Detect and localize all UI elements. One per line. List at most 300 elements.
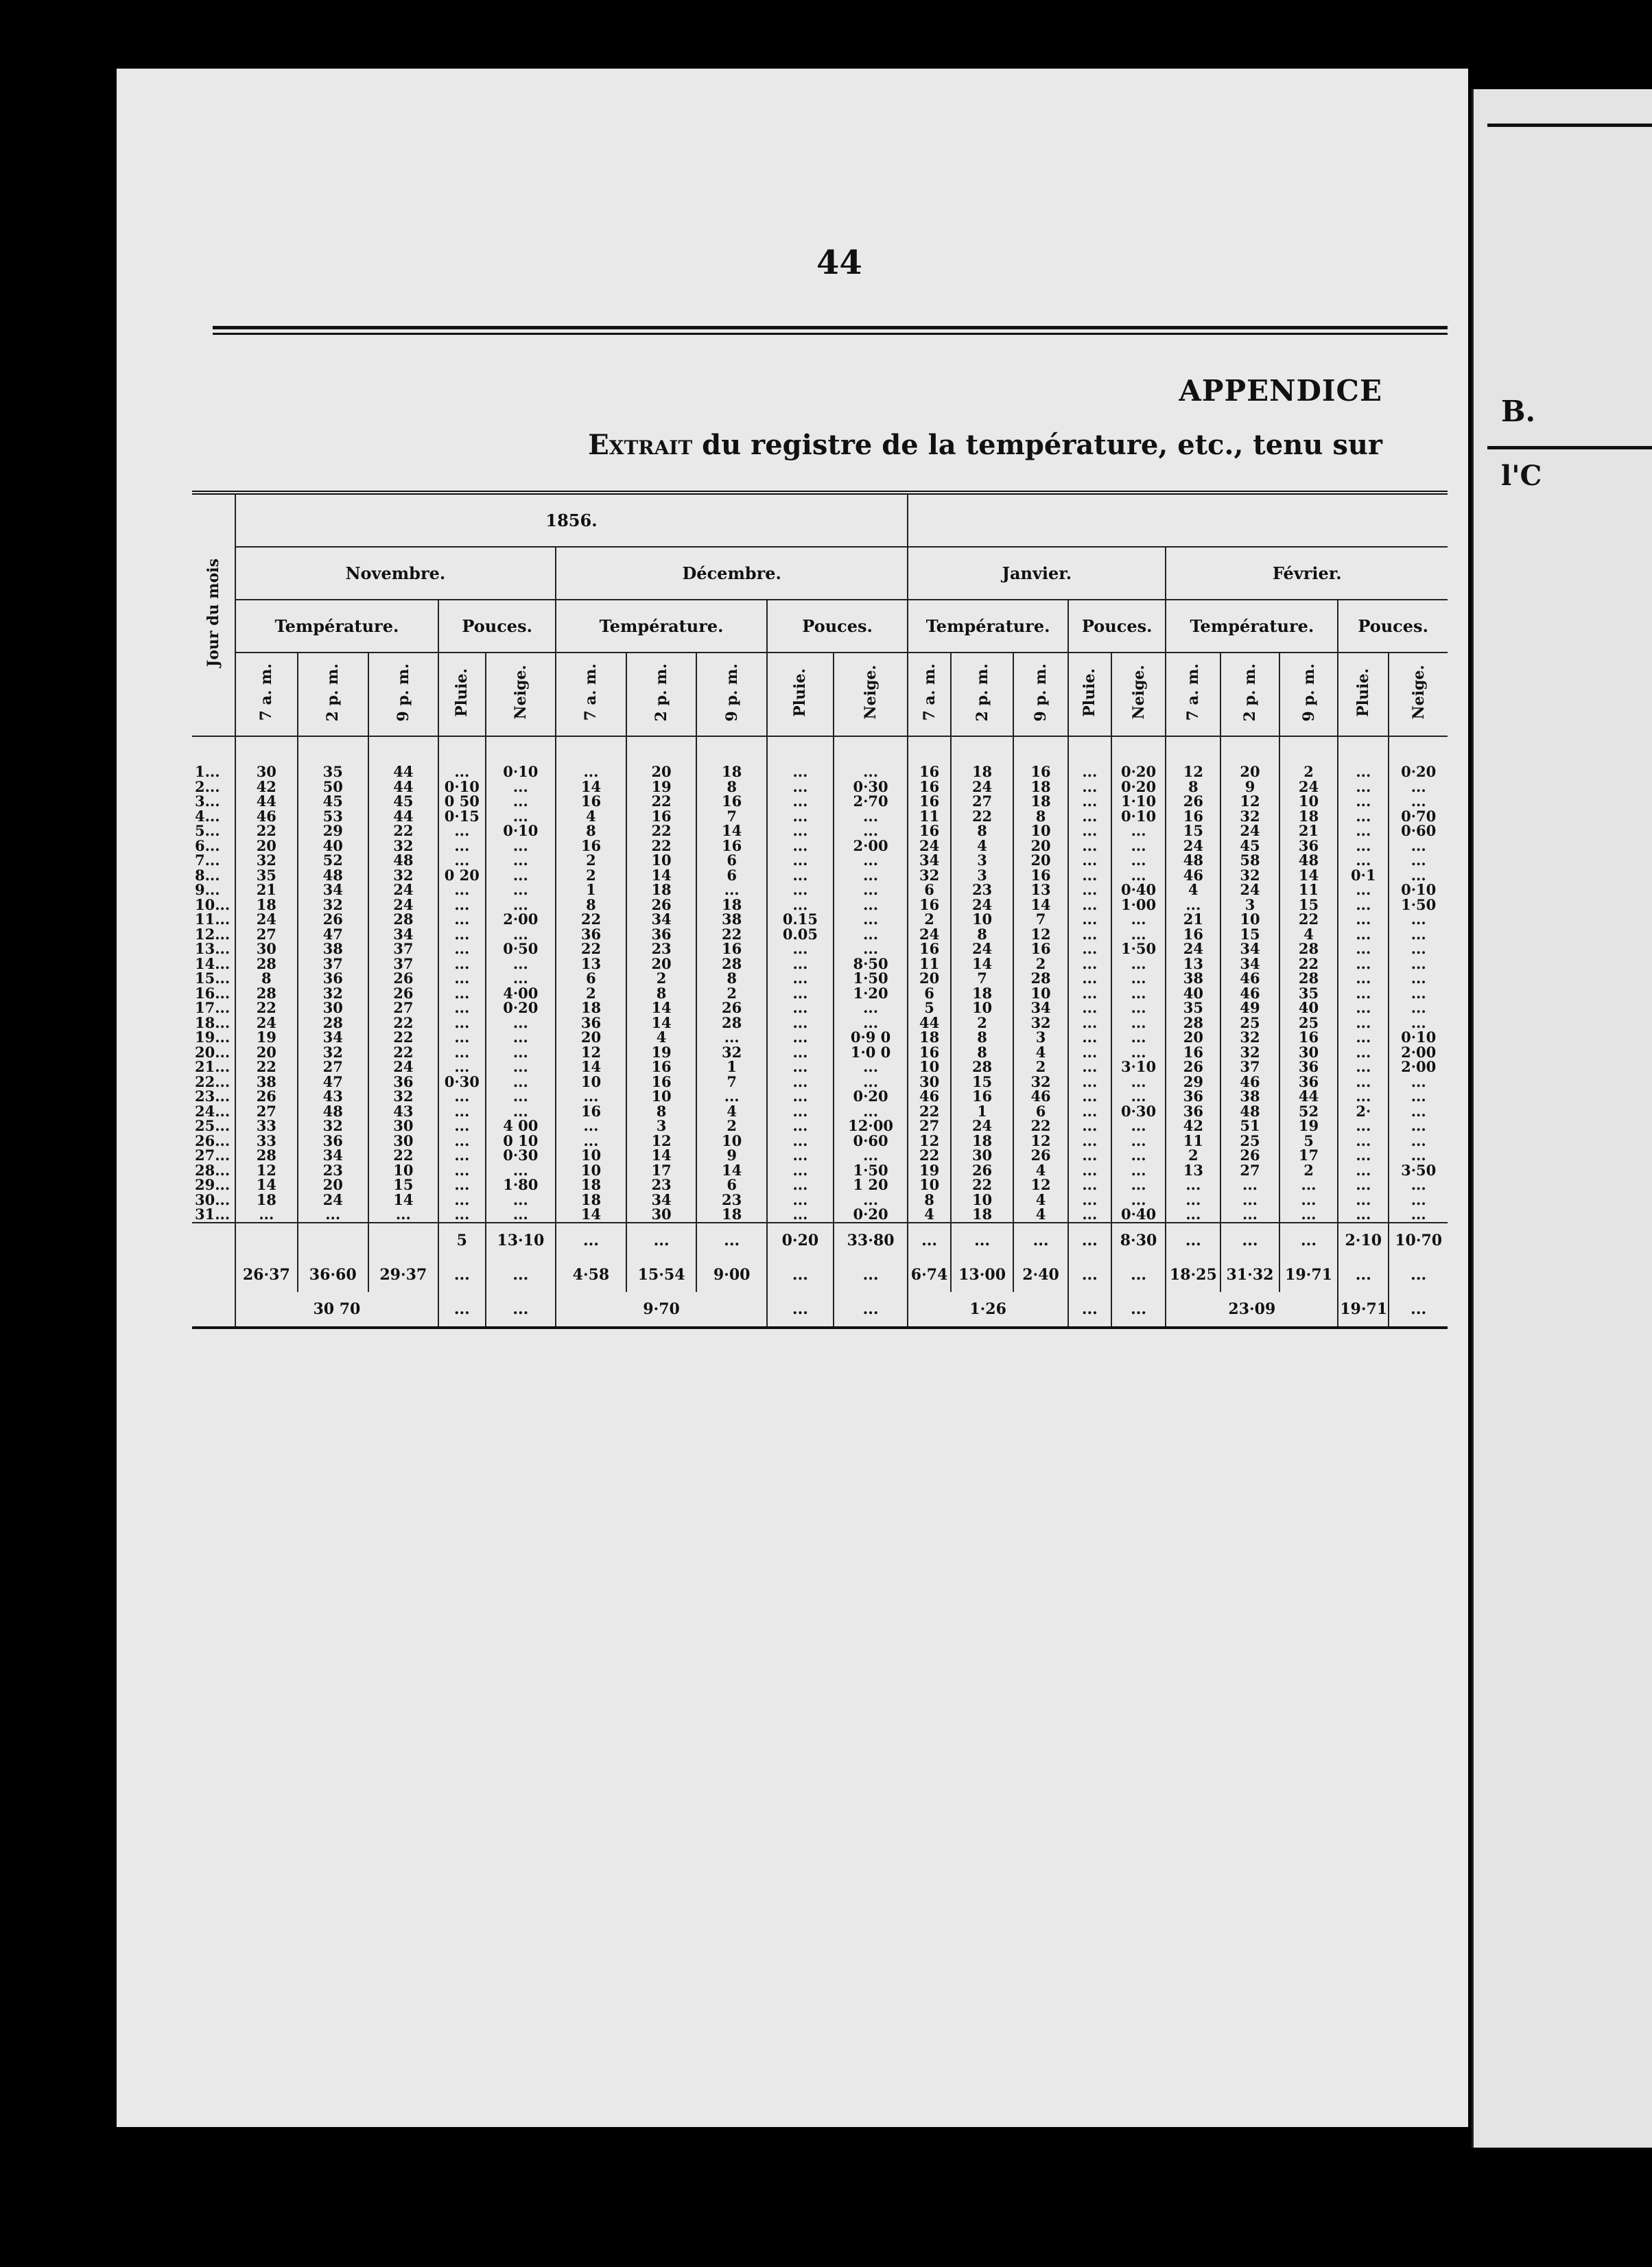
total-cell: 1·26 bbox=[908, 1292, 1068, 1328]
table-cell: ... bbox=[1338, 956, 1389, 972]
total-cell: ... bbox=[1166, 1223, 1220, 1258]
table-cell: ... bbox=[1166, 1207, 1220, 1223]
table-cell: ... bbox=[1389, 941, 1448, 956]
day-cell: 26... bbox=[195, 1133, 231, 1148]
table-cell: 35 bbox=[235, 868, 298, 883]
day-cell: 27... bbox=[195, 1148, 231, 1163]
table-cell: ... bbox=[486, 1059, 556, 1074]
table-cell: 3 bbox=[951, 868, 1013, 883]
table-cell: 26 bbox=[298, 912, 368, 927]
total-cell: ... bbox=[908, 1223, 951, 1258]
table-row bbox=[192, 736, 1448, 779]
total-cell: ... bbox=[767, 1292, 834, 1328]
day-cell: 25... bbox=[195, 1118, 231, 1134]
table-cell: 38 bbox=[298, 941, 368, 956]
table-cell: 11 bbox=[1166, 1134, 1220, 1149]
table-row bbox=[192, 882, 1448, 897]
table-cell: ... bbox=[438, 1045, 485, 1060]
table-cell: 13 bbox=[556, 956, 626, 972]
table-cell: 3·10 bbox=[1111, 1059, 1166, 1074]
table-cell: 8 bbox=[556, 823, 626, 838]
table-cell: 4 bbox=[626, 1030, 697, 1045]
table-cell: 49 bbox=[1220, 1000, 1279, 1015]
table-cell: 18 bbox=[556, 1000, 626, 1015]
table-cell: 0·15 bbox=[438, 809, 485, 824]
total-cell: ... bbox=[834, 1292, 908, 1328]
table-cell: 32 bbox=[298, 1118, 368, 1134]
table-cell: 2 bbox=[908, 912, 951, 927]
table-cell: ... bbox=[1068, 1030, 1111, 1045]
day-cell: 23... bbox=[195, 1089, 231, 1104]
table-cell: 38 bbox=[235, 1074, 298, 1090]
table-cell: 10 bbox=[556, 1148, 626, 1163]
table-cell: ... bbox=[1068, 1059, 1111, 1074]
table-cell: ... bbox=[1389, 912, 1448, 927]
table-cell: 0·50 bbox=[486, 941, 556, 956]
table-cell: 47 bbox=[298, 1074, 368, 1090]
column-header: Pluie. bbox=[1068, 653, 1111, 736]
table-cell: ... bbox=[486, 868, 556, 883]
table-cell: 8 bbox=[696, 779, 767, 795]
table-cell: ... bbox=[1111, 838, 1166, 854]
table-cell: ... bbox=[1220, 1193, 1279, 1208]
table-cell: 30 bbox=[368, 1118, 439, 1134]
column-header: 2 p. m. bbox=[951, 653, 1013, 736]
table-cell: ... bbox=[1389, 1177, 1448, 1193]
day-cell: 30... bbox=[195, 1192, 231, 1207]
table-cell: 22 bbox=[556, 912, 626, 927]
table-cell: ... bbox=[767, 956, 834, 972]
table-cell: ... bbox=[767, 1030, 834, 1045]
table-row bbox=[192, 986, 1448, 1001]
total-cell: 36·60 bbox=[298, 1258, 368, 1292]
table-cell: 28 bbox=[368, 912, 439, 927]
table-cell: ... bbox=[767, 897, 834, 913]
table-cell: 9 bbox=[1220, 779, 1279, 795]
table-cell: 18 bbox=[1013, 794, 1068, 809]
total-cell: 23·09 bbox=[1166, 1292, 1338, 1328]
table-cell: ... bbox=[486, 794, 556, 809]
table-row bbox=[192, 1207, 1448, 1223]
subtitle bbox=[588, 429, 1382, 461]
table-cell: 14 bbox=[235, 1177, 298, 1193]
table-cell: 22 bbox=[1279, 912, 1338, 927]
table-cell: 20 bbox=[298, 1177, 368, 1193]
table-cell: 8 bbox=[951, 1030, 1013, 1045]
table-cell: 20 bbox=[235, 838, 298, 854]
table-cell: 7 bbox=[1013, 912, 1068, 927]
table-cell: ... bbox=[767, 736, 834, 779]
table-cell: 48 bbox=[298, 868, 368, 883]
table-cell: ... bbox=[486, 1045, 556, 1060]
table-cell: 11 bbox=[908, 956, 951, 972]
table-cell: 16 bbox=[556, 1104, 626, 1119]
table-cell: 38 bbox=[696, 912, 767, 927]
table-cell: 28 bbox=[235, 986, 298, 1001]
table-cell: ... bbox=[556, 1134, 626, 1149]
table-cell: ... bbox=[1279, 1177, 1338, 1193]
table-cell: 20 bbox=[626, 956, 697, 972]
table-cell: 1·80 bbox=[486, 1177, 556, 1193]
table-cell: 22 bbox=[951, 809, 1013, 824]
table-cell: 10 bbox=[908, 1177, 951, 1193]
table-cell: 4 bbox=[1013, 1207, 1068, 1223]
table-cell: 36 bbox=[1279, 838, 1338, 854]
table-cell: 32 bbox=[298, 897, 368, 913]
table-cell: 5 bbox=[1279, 1134, 1338, 1149]
table-cell: ... bbox=[1389, 1015, 1448, 1031]
table-row bbox=[192, 1059, 1448, 1074]
day-of-month-header: Jour du mois bbox=[192, 493, 235, 736]
table-cell: 46 bbox=[908, 1089, 951, 1104]
table-cell: 22 bbox=[235, 1000, 298, 1015]
table-cell: 16 bbox=[1166, 927, 1220, 942]
table-cell: ... bbox=[834, 809, 908, 824]
table-cell: 34 bbox=[1220, 941, 1279, 956]
table-cell: 12 bbox=[1013, 1177, 1068, 1193]
table-cell: ... bbox=[1338, 971, 1389, 986]
table-cell: ... bbox=[1338, 736, 1389, 779]
table-cell: ... bbox=[834, 1015, 908, 1031]
table-cell: 0·10 bbox=[438, 779, 485, 795]
table-cell: 32 bbox=[1013, 1074, 1068, 1090]
table-cell: 40 bbox=[1166, 986, 1220, 1001]
table-cell: ... bbox=[767, 1089, 834, 1104]
subtitle-lead: Extrait bbox=[588, 429, 693, 461]
day-cell: 9... bbox=[195, 882, 220, 897]
table-cell: ... bbox=[438, 1015, 485, 1031]
table-cell: 2 bbox=[1013, 1059, 1068, 1074]
table-cell: 32 bbox=[1220, 809, 1279, 824]
table-cell: 26 bbox=[368, 971, 439, 986]
total-cell: 2·10 bbox=[1338, 1223, 1389, 1258]
table-cell: 11 bbox=[908, 809, 951, 824]
table-cell: 10 bbox=[1013, 823, 1068, 838]
right-page-text: B. bbox=[1501, 395, 1536, 428]
table-cell: ... bbox=[1166, 1193, 1220, 1208]
table-cell: 45 bbox=[368, 794, 439, 809]
total-cell: 33·80 bbox=[834, 1223, 908, 1258]
table-cell: 4 00 bbox=[486, 1118, 556, 1134]
table-cell: 0·10 bbox=[1111, 809, 1166, 824]
table-cell: 33 bbox=[235, 1118, 298, 1134]
table-cell: ... bbox=[767, 809, 834, 824]
table-cell: 4 bbox=[1279, 927, 1338, 942]
table-cell: 50 bbox=[298, 779, 368, 795]
total-cell: 9·00 bbox=[696, 1258, 767, 1292]
table-cell: 16 bbox=[1013, 736, 1068, 779]
total-cell: ... bbox=[1389, 1258, 1448, 1292]
table-row bbox=[192, 1163, 1448, 1178]
table-cell: ... bbox=[1111, 1089, 1166, 1104]
table-cell: 5 bbox=[908, 1000, 951, 1015]
table-cell: 44 bbox=[235, 794, 298, 809]
table-cell: 0·60 bbox=[1389, 823, 1448, 838]
month-header: Janvier. bbox=[908, 547, 1166, 600]
table-cell: 24 bbox=[298, 1193, 368, 1208]
table-cell: ... bbox=[438, 971, 485, 986]
total-cell: 0·20 bbox=[767, 1223, 834, 1258]
table-cell: ... bbox=[1338, 779, 1389, 795]
table-cell: ... bbox=[767, 838, 834, 854]
table-cell: 6 bbox=[696, 868, 767, 883]
column-header: Neige. bbox=[834, 653, 908, 736]
table-cell: ... bbox=[1111, 823, 1166, 838]
table-cell: 18 bbox=[235, 1193, 298, 1208]
page-number: 44 bbox=[816, 244, 862, 282]
column-header: 9 p. m. bbox=[696, 653, 767, 736]
table-cell: 22 bbox=[368, 823, 439, 838]
table-cell: 26 bbox=[1166, 1059, 1220, 1074]
table-cell: 0·20 bbox=[834, 1089, 908, 1104]
table-cell: 22 bbox=[696, 927, 767, 942]
table-cell: 22 bbox=[368, 1030, 439, 1045]
table-cell: 10 bbox=[1279, 794, 1338, 809]
table-cell: 2 bbox=[556, 986, 626, 1001]
table-cell: 27 bbox=[298, 1059, 368, 1074]
table-cell: 1·50 bbox=[834, 971, 908, 986]
table-cell: ... bbox=[438, 1104, 485, 1119]
table-cell: ... bbox=[1111, 1118, 1166, 1134]
total-cell: ... bbox=[1338, 1258, 1389, 1292]
table-cell: ... bbox=[1338, 1134, 1389, 1149]
table-cell: 21 bbox=[235, 882, 298, 897]
table-cell: 4 bbox=[556, 809, 626, 824]
table-cell: 47 bbox=[298, 927, 368, 942]
table-cell: ... bbox=[556, 1118, 626, 1134]
table-cell: 21 bbox=[1166, 912, 1220, 927]
table-cell: 8 bbox=[951, 927, 1013, 942]
table-cell: 22 bbox=[626, 823, 697, 838]
table-cell: 8 bbox=[556, 897, 626, 913]
table-cell: 1·10 bbox=[1111, 794, 1166, 809]
day-cell: 16... bbox=[195, 985, 231, 1000]
table-cell: 0 20 bbox=[438, 868, 485, 883]
table-cell: 34 bbox=[298, 1030, 368, 1045]
table-cell: ... bbox=[486, 853, 556, 868]
table-cell: 1·0 0 bbox=[834, 1045, 908, 1060]
table-cell: 18 bbox=[908, 1030, 951, 1045]
table-cell: 28 bbox=[1279, 941, 1338, 956]
table-cell: ... bbox=[1068, 868, 1111, 883]
table-cell: ... bbox=[438, 956, 485, 972]
table-cell: ... bbox=[1338, 912, 1389, 927]
column-header: 7 a. m. bbox=[235, 653, 298, 736]
table-cell: 22 bbox=[626, 794, 697, 809]
table-row bbox=[192, 1000, 1448, 1015]
table-cell: 34 bbox=[1220, 956, 1279, 972]
table-cell: ... bbox=[486, 1030, 556, 1045]
column-header: 2 p. m. bbox=[1220, 653, 1279, 736]
table-cell: ... bbox=[767, 794, 834, 809]
table-cell: ... bbox=[1111, 853, 1166, 868]
table-cell: ... bbox=[834, 868, 908, 883]
table-cell: 27 bbox=[368, 1000, 439, 1015]
table-row bbox=[192, 794, 1448, 809]
table-cell: 28 bbox=[1166, 1015, 1220, 1031]
table-cell: ... bbox=[486, 927, 556, 942]
table-cell: ... bbox=[486, 882, 556, 897]
table-cell: 8 bbox=[951, 1045, 1013, 1060]
pouces-group-header: Pouces. bbox=[438, 600, 556, 653]
table-cell: 4 bbox=[951, 838, 1013, 854]
table-cell: ... bbox=[1068, 1163, 1111, 1178]
table-cell: 44 bbox=[368, 779, 439, 795]
table-cell: ... bbox=[1068, 1148, 1111, 1163]
table-cell: 24 bbox=[951, 1118, 1013, 1134]
table-cell: ... bbox=[696, 882, 767, 897]
table-cell: 16 bbox=[908, 1045, 951, 1060]
table-cell: 16 bbox=[1013, 941, 1068, 956]
total-cell: 15·54 bbox=[626, 1258, 697, 1292]
table-cell: 27 bbox=[1220, 1163, 1279, 1178]
table-cell: 16 bbox=[626, 1074, 697, 1090]
table-cell: ... bbox=[1338, 1000, 1389, 1015]
month-header: Novembre. bbox=[235, 547, 556, 600]
table-cell: 26 bbox=[626, 897, 697, 913]
table-cell: ... bbox=[1338, 1089, 1389, 1104]
total-cell: 2·40 bbox=[1013, 1258, 1068, 1292]
table-cell: 6 bbox=[696, 1177, 767, 1193]
total-cell: 10·70 bbox=[1389, 1223, 1448, 1258]
table-cell: ... bbox=[1338, 853, 1389, 868]
total-cell: ... bbox=[1279, 1223, 1338, 1258]
table-cell: ... bbox=[834, 927, 908, 942]
table-cell: ... bbox=[438, 1000, 485, 1015]
table-cell: ... bbox=[1338, 1177, 1389, 1193]
table-cell: 23 bbox=[696, 1193, 767, 1208]
table-cell: ... bbox=[696, 1030, 767, 1045]
table-cell: 34 bbox=[298, 1148, 368, 1163]
table-cell: 48 bbox=[368, 853, 439, 868]
total-cell: ... bbox=[1389, 1292, 1448, 1328]
table-cell: 12·00 bbox=[834, 1118, 908, 1134]
table-cell: 18 bbox=[626, 882, 697, 897]
table-cell: 22 bbox=[235, 823, 298, 838]
table-cell: 36 bbox=[626, 927, 697, 942]
table-cell: 1·50 bbox=[834, 1163, 908, 1178]
table-cell: 24 bbox=[1166, 838, 1220, 854]
right-rule bbox=[1487, 124, 1652, 127]
table-cell: 13 bbox=[1013, 882, 1068, 897]
table-cell: 53 bbox=[298, 809, 368, 824]
table-cell: 17 bbox=[1279, 1148, 1338, 1163]
table-cell: 8 bbox=[951, 823, 1013, 838]
table-cell: 22 bbox=[908, 1148, 951, 1163]
table-cell: ... bbox=[1389, 1207, 1448, 1223]
day-cell: 28... bbox=[195, 1162, 231, 1177]
left-page bbox=[117, 69, 1468, 2127]
table-cell: 16 bbox=[1013, 868, 1068, 883]
table-cell: 0·20 bbox=[1111, 779, 1166, 795]
column-header: 7 a. m. bbox=[556, 653, 626, 736]
table-cell: 30 bbox=[298, 1000, 368, 1015]
table-cell: 26 bbox=[235, 1089, 298, 1104]
table-cell: 18 bbox=[951, 736, 1013, 779]
table-cell: 42 bbox=[235, 779, 298, 795]
total-cell: 9·70 bbox=[556, 1292, 767, 1328]
table-cell: 32 bbox=[235, 853, 298, 868]
day-cell: 3... bbox=[195, 794, 220, 809]
table-cell: 34 bbox=[1013, 1000, 1068, 1015]
column-header: 9 p. m. bbox=[368, 653, 439, 736]
right-page-fragment bbox=[1472, 89, 1652, 2148]
table-cell: 18 bbox=[556, 1193, 626, 1208]
table-cell: ... bbox=[438, 897, 485, 913]
table-cell: 0·9 0 bbox=[834, 1030, 908, 1045]
table-cell: 35 bbox=[298, 736, 368, 779]
table-cell: ... bbox=[767, 1207, 834, 1223]
table-cell: ... bbox=[1068, 1207, 1111, 1223]
table-cell: ... bbox=[1338, 1193, 1389, 1208]
table-cell: 13 bbox=[1166, 956, 1220, 972]
table-cell: 23 bbox=[298, 1163, 368, 1178]
column-header: 7 a. m. bbox=[908, 653, 951, 736]
table-cell: 34 bbox=[626, 1193, 697, 1208]
table-cell: 24 bbox=[951, 941, 1013, 956]
total-cell: ... bbox=[626, 1223, 697, 1258]
table-cell: ... bbox=[767, 1059, 834, 1074]
table-cell: 0·30 bbox=[438, 1074, 485, 1090]
day-cell: 22... bbox=[195, 1074, 231, 1089]
total-cell: 13·10 bbox=[486, 1223, 556, 1258]
table-cell: 36 bbox=[556, 1015, 626, 1031]
table-cell: 32 bbox=[298, 1045, 368, 1060]
table-cell: 12 bbox=[1013, 1134, 1068, 1149]
table-cell: ... bbox=[1068, 823, 1111, 838]
table-cell: 3·50 bbox=[1389, 1163, 1448, 1178]
table-cell: ... bbox=[1389, 779, 1448, 795]
table-cell: ... bbox=[1068, 736, 1111, 779]
table-cell: 34 bbox=[298, 882, 368, 897]
table-cell: ... bbox=[1220, 1207, 1279, 1223]
table-cell: 16 bbox=[908, 823, 951, 838]
table-cell: 35 bbox=[1279, 986, 1338, 1001]
table-cell: 16 bbox=[626, 1059, 697, 1074]
table-cell: 32 bbox=[696, 1045, 767, 1060]
table-cell: ... bbox=[767, 1074, 834, 1090]
table-cell: 2 bbox=[626, 971, 697, 986]
column-header: 2 p. m. bbox=[626, 653, 697, 736]
day-cell: 11... bbox=[195, 912, 231, 927]
table-cell: 18 bbox=[951, 1134, 1013, 1149]
table-cell: ... bbox=[486, 1207, 556, 1223]
day-cell: 10... bbox=[195, 897, 231, 912]
table-cell: ... bbox=[1338, 927, 1389, 942]
table-cell: 48 bbox=[1279, 853, 1338, 868]
table-cell: 1 bbox=[696, 1059, 767, 1074]
table-cell: 45 bbox=[298, 794, 368, 809]
table-cell: 44 bbox=[368, 809, 439, 824]
table-cell: ... bbox=[834, 1059, 908, 1074]
table-cell: 36 bbox=[1279, 1059, 1338, 1074]
total-cell bbox=[192, 1258, 235, 1292]
table-cell: 30 bbox=[368, 1134, 439, 1149]
table-cell: 30 bbox=[235, 941, 298, 956]
table-cell: ... bbox=[1111, 1045, 1166, 1060]
table-cell: ... bbox=[767, 1134, 834, 1149]
temperature-register-table bbox=[192, 491, 1448, 1329]
table-row bbox=[192, 897, 1448, 913]
table-cell: 28 bbox=[235, 956, 298, 972]
table-cell: 30 bbox=[951, 1148, 1013, 1163]
table-cell: 2·00 bbox=[834, 838, 908, 854]
total-cell: 18·25 bbox=[1166, 1258, 1220, 1292]
table-cell: 26 bbox=[1220, 1148, 1279, 1163]
table-cell: 15 bbox=[951, 1074, 1013, 1090]
table-cell: 8 bbox=[626, 1104, 697, 1119]
table-cell: ... bbox=[438, 1148, 485, 1163]
